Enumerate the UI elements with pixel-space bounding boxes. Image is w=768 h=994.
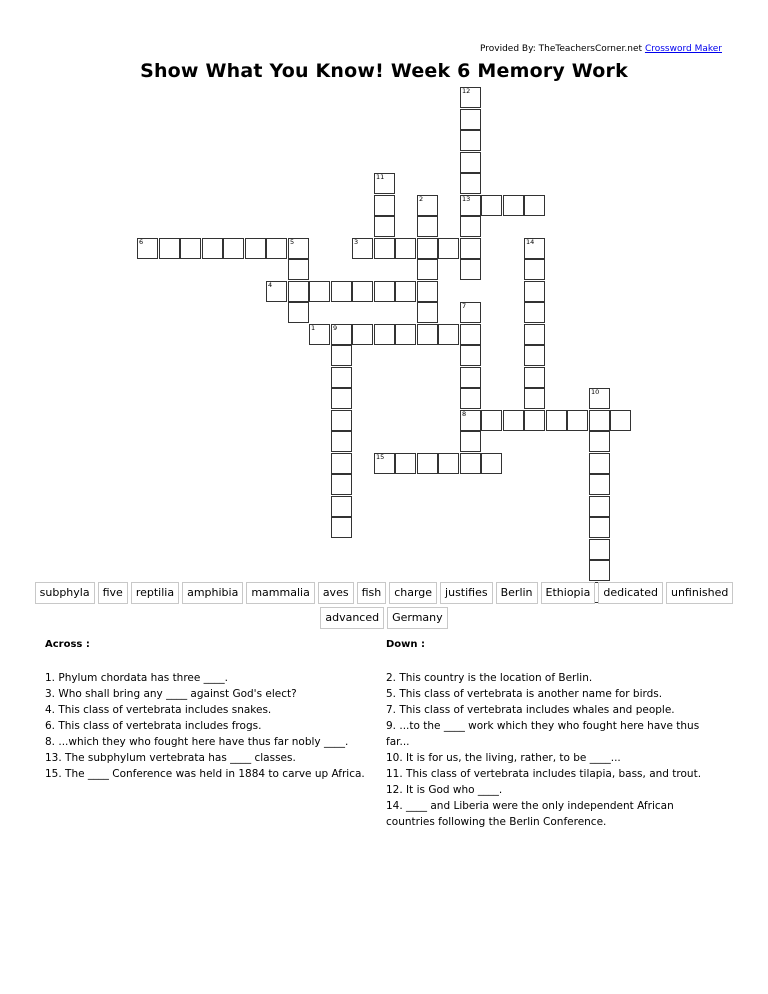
crossword-cell[interactable] xyxy=(460,87,481,108)
crossword-cell[interactable] xyxy=(438,238,459,259)
crossword-cell[interactable] xyxy=(589,410,610,431)
provided-by-text: Provided By: TheTeachersCorner.net xyxy=(479,44,643,54)
crossword-cell[interactable] xyxy=(524,195,545,216)
crossword-cell[interactable] xyxy=(417,281,438,302)
across-clues xyxy=(45,637,375,782)
crossword-cell[interactable] xyxy=(460,238,481,259)
crossword-cell[interactable] xyxy=(460,431,481,452)
crossword-cell[interactable] xyxy=(524,324,545,345)
crossword-cell[interactable] xyxy=(374,173,395,194)
clue-number: 13 xyxy=(462,195,471,203)
word-bank-row-2 xyxy=(0,607,768,629)
down-clue: 12. It is God who ____. xyxy=(386,784,503,796)
crossword-cell[interactable] xyxy=(331,410,352,431)
clue-number: 6 xyxy=(139,238,144,246)
across-clue: 1. Phylum chordata has three ____. xyxy=(45,672,229,684)
crossword-cell[interactable] xyxy=(288,281,309,302)
clue-number: 9 xyxy=(333,324,338,332)
crossword-cell[interactable] xyxy=(245,238,266,259)
crossword-cell[interactable] xyxy=(395,453,416,474)
crossword-cell[interactable] xyxy=(589,388,610,409)
word-bank-item: unfinished xyxy=(666,582,733,604)
crossword-cell[interactable] xyxy=(524,281,545,302)
clue-number: 2 xyxy=(419,195,424,203)
crossword-cell[interactable] xyxy=(524,410,545,431)
word-bank-item: mammalia xyxy=(246,582,314,604)
crossword-cell[interactable] xyxy=(524,388,545,409)
crossword-cell[interactable] xyxy=(503,410,524,431)
word-bank-item: advanced xyxy=(320,607,384,629)
word-bank-item: Ethiopia xyxy=(541,582,596,604)
down-clue: 5. This class of vertebrata is another name for birds. xyxy=(386,688,663,700)
clue-number: 15 xyxy=(376,453,385,461)
crossword-cell[interactable] xyxy=(417,453,438,474)
crossword-cell[interactable] xyxy=(374,324,395,345)
crossword-cell[interactable] xyxy=(567,410,588,431)
word-bank-item: amphibia xyxy=(182,582,243,604)
crossword-cell[interactable] xyxy=(460,152,481,173)
crossword-cell[interactable] xyxy=(374,195,395,216)
down-clue: 9. ...to the ____ work which they who fought here have thus far... xyxy=(386,720,700,748)
clue-number: 10 xyxy=(591,388,600,396)
crossword-cell[interactable] xyxy=(460,216,481,237)
crossword-cell[interactable] xyxy=(460,367,481,388)
across-clue: 4. This class of vertebrata includes snakes. xyxy=(45,704,272,716)
clue-number: 5 xyxy=(290,238,295,246)
crossword-cell[interactable] xyxy=(331,453,352,474)
crossword-cell[interactable] xyxy=(589,496,610,517)
across-clue: 13. The subphylum vertebrata has ____ classes. xyxy=(45,752,296,764)
crossword-cell[interactable] xyxy=(589,474,610,495)
crossword-cell[interactable] xyxy=(395,324,416,345)
crossword-cell[interactable] xyxy=(288,238,309,259)
crossword-cell[interactable] xyxy=(352,324,373,345)
down-clue: 11. This class of vertebrata includes tilapia, bass, and trout. xyxy=(386,768,702,780)
crossword-cell[interactable] xyxy=(374,281,395,302)
clue-number: 11 xyxy=(376,173,385,181)
crossword-cell[interactable] xyxy=(524,345,545,366)
across-heading: Across : xyxy=(45,639,90,650)
crossword-cell[interactable] xyxy=(417,195,438,216)
crossword-cell[interactable] xyxy=(266,281,287,302)
page-title: Show What You Know! Week 6 Memory Work xyxy=(140,60,628,82)
word-bank-item: subphyla xyxy=(35,582,95,604)
crossword-cell[interactable] xyxy=(374,216,395,237)
crossword-cell[interactable] xyxy=(417,302,438,323)
crossword-cell[interactable] xyxy=(288,302,309,323)
crossword-cell[interactable] xyxy=(374,238,395,259)
word-bank-item: five xyxy=(98,582,128,604)
crossword-cell[interactable] xyxy=(503,195,524,216)
down-clue-list xyxy=(386,670,716,830)
crossword-cell[interactable] xyxy=(460,259,481,280)
clue-number: 7 xyxy=(462,302,467,310)
crossword-cell[interactable] xyxy=(460,302,481,323)
crossword-cell[interactable] xyxy=(331,324,352,345)
down-clues xyxy=(386,637,716,830)
crossword-cell[interactable] xyxy=(481,453,502,474)
clue-number: 12 xyxy=(462,87,471,95)
crossword-cell[interactable] xyxy=(589,453,610,474)
crossword-cell[interactable] xyxy=(417,324,438,345)
crossword-cell[interactable] xyxy=(481,410,502,431)
down-clue: 14. ____ and Liberia were the only independent African countries following the Berlin Conference. xyxy=(386,800,674,828)
across-clue: 8. ...which they who fought here have thus far nobly ____. xyxy=(45,736,349,748)
crossword-cell[interactable] xyxy=(438,453,459,474)
crossword-cell[interactable] xyxy=(460,195,481,216)
crossword-cell[interactable] xyxy=(460,173,481,194)
clue-number: 4 xyxy=(268,281,273,289)
down-heading: Down : xyxy=(386,639,426,650)
crossword-cell[interactable] xyxy=(460,109,481,130)
crossword-maker-link[interactable]: Crossword Maker xyxy=(644,44,722,54)
clue-number: 3 xyxy=(354,238,359,246)
clue-number: 8 xyxy=(462,410,467,418)
crossword-cell[interactable] xyxy=(589,517,610,538)
crossword-cell[interactable] xyxy=(460,345,481,366)
provided-by-line xyxy=(0,44,722,54)
crossword-cell[interactable] xyxy=(417,259,438,280)
crossword-cell[interactable] xyxy=(395,281,416,302)
down-clue: 10. It is for us, the living, rather, to be ____... xyxy=(386,752,621,764)
crossword-cell[interactable] xyxy=(610,410,631,431)
crossword-cell[interactable] xyxy=(460,130,481,151)
crossword-cell[interactable] xyxy=(438,324,459,345)
across-clue-list xyxy=(45,670,375,782)
crossword-cell[interactable] xyxy=(589,539,610,560)
crossword-cell[interactable] xyxy=(288,259,309,280)
crossword-cell[interactable] xyxy=(202,238,223,259)
crossword-cell[interactable] xyxy=(352,281,373,302)
crossword-cell[interactable] xyxy=(524,367,545,388)
crossword-cell[interactable] xyxy=(137,238,158,259)
word-bank-row-1 xyxy=(0,582,768,604)
crossword-cell[interactable] xyxy=(223,238,244,259)
crossword-cell[interactable] xyxy=(331,496,352,517)
word-bank-item: Germany xyxy=(387,607,448,629)
crossword-cell[interactable] xyxy=(524,238,545,259)
crossword-cell[interactable] xyxy=(266,238,287,259)
crossword-cell[interactable] xyxy=(589,431,610,452)
clue-number: 1 xyxy=(311,324,316,332)
crossword-cell[interactable] xyxy=(460,453,481,474)
clue-number: 14 xyxy=(526,238,535,246)
crossword-cell[interactable] xyxy=(589,560,610,581)
crossword-cell[interactable] xyxy=(417,216,438,237)
across-clue: 6. This class of vertebrata includes frogs. xyxy=(45,720,262,732)
crossword-cell[interactable] xyxy=(331,388,352,409)
word-bank-item: aves xyxy=(318,582,354,604)
crossword-cell[interactable] xyxy=(395,238,416,259)
word-bank-item: dedicated xyxy=(598,582,663,604)
word-bank-item: reptilia xyxy=(131,582,179,604)
crossword-cell[interactable] xyxy=(180,238,201,259)
across-clue: 15. The ____ Conference was held in 1884 to carve up Africa. xyxy=(45,768,365,780)
crossword-cell[interactable] xyxy=(331,474,352,495)
crossword-cell[interactable] xyxy=(524,259,545,280)
crossword-cell[interactable] xyxy=(159,238,180,259)
crossword-cell[interactable] xyxy=(546,410,567,431)
crossword-cell[interactable] xyxy=(460,324,481,345)
crossword-cell[interactable] xyxy=(481,195,502,216)
crossword-cell[interactable] xyxy=(524,302,545,323)
crossword-cell[interactable] xyxy=(460,388,481,409)
crossword-cell[interactable] xyxy=(309,281,330,302)
crossword-cell[interactable] xyxy=(417,238,438,259)
across-clue: 3. Who shall bring any ____ against God's elect? xyxy=(45,688,297,700)
crossword-cell[interactable] xyxy=(309,324,330,345)
down-clue: 2. This country is the location of Berlin. xyxy=(386,672,593,684)
crossword-cell[interactable] xyxy=(352,238,373,259)
word-bank-item: Berlin xyxy=(496,582,538,604)
crossword-cell[interactable] xyxy=(374,453,395,474)
word-bank-item: charge xyxy=(389,582,437,604)
crossword-cell[interactable] xyxy=(331,431,352,452)
crossword-cell[interactable] xyxy=(460,410,481,431)
down-clue: 7. This class of vertebrata includes whales and people. xyxy=(386,704,675,716)
crossword-cell[interactable] xyxy=(331,367,352,388)
word-bank-item: justifies xyxy=(440,582,493,604)
crossword-cell[interactable] xyxy=(331,345,352,366)
word-bank-item: fish xyxy=(357,582,387,604)
crossword-cell[interactable] xyxy=(331,517,352,538)
crossword-cell[interactable] xyxy=(331,281,352,302)
